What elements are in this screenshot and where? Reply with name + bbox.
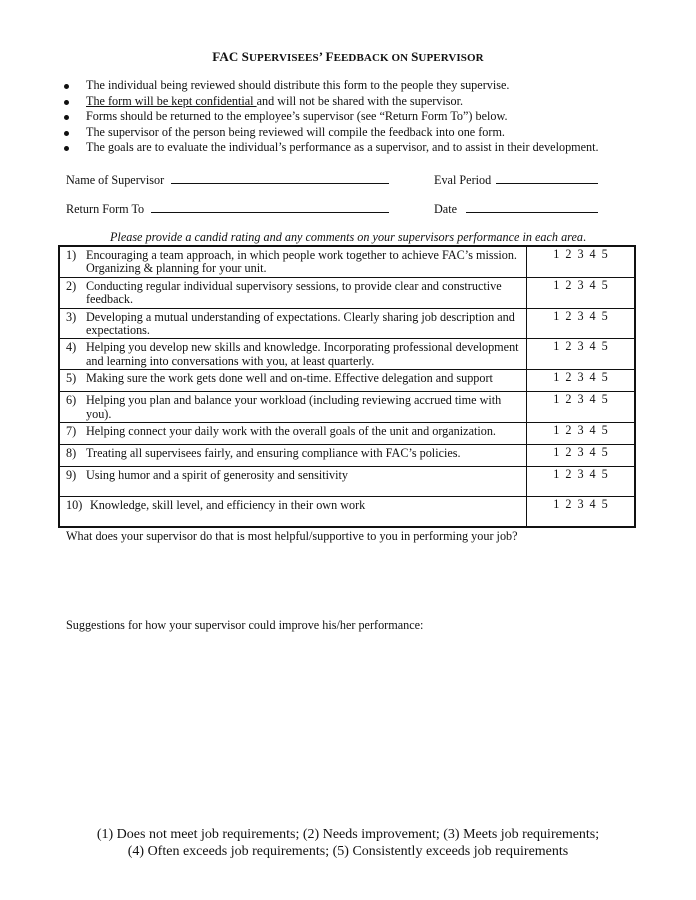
bullet-text: Forms should be returned to the employee’s supervisor (see “Return Form To”) below. xyxy=(86,109,508,124)
rating-option[interactable]: 4 xyxy=(589,497,596,512)
bullet-text-underlined: The form will be kept confidential xyxy=(86,93,257,108)
rating-option[interactable]: 3 xyxy=(577,423,584,438)
rating-option[interactable]: 4 xyxy=(589,339,596,354)
table-row xyxy=(59,308,635,339)
table-row xyxy=(59,467,635,497)
rating-option[interactable]: 4 xyxy=(589,308,596,323)
title-prefix: FAC S xyxy=(212,49,249,64)
rating-option[interactable]: 5 xyxy=(601,392,608,407)
criterion-text: Knowledge, skill level, and efficiency in their own work xyxy=(90,498,366,513)
rating-option[interactable]: 3 xyxy=(577,277,584,292)
rating-scale[interactable] xyxy=(527,370,636,392)
ratings-table xyxy=(58,245,636,528)
criterion-cell xyxy=(59,308,527,339)
rating-option[interactable]: 4 xyxy=(589,423,596,438)
suggestions-question: Suggestions for how your supervisor could improve his/her performance: xyxy=(66,618,424,632)
rating-option[interactable]: 4 xyxy=(589,445,596,460)
criterion-number: 9) xyxy=(66,468,77,483)
criterion-cell xyxy=(59,445,527,467)
criterion-cell xyxy=(59,246,527,277)
table-row xyxy=(59,392,635,423)
rating-option[interactable]: 4 xyxy=(589,247,596,261)
rating-option[interactable]: 2 xyxy=(565,308,572,323)
criterion-cell xyxy=(59,339,527,370)
criterion-number: 6) xyxy=(66,393,77,408)
rating-scale[interactable] xyxy=(527,497,636,527)
rating-option[interactable]: 1 xyxy=(553,247,560,261)
criterion-cell xyxy=(59,370,527,392)
bullet-item xyxy=(60,125,640,141)
table-row xyxy=(59,445,635,467)
criterion-cell xyxy=(59,277,527,308)
rating-instruction-text: Please provide a candid rating and any comments on your supervisors performance in each area xyxy=(109,230,583,244)
rating-option[interactable]: 2 xyxy=(565,392,572,407)
rating-instruction xyxy=(0,230,696,245)
rating-option[interactable]: 3 xyxy=(577,497,584,512)
rating-scale[interactable] xyxy=(527,445,636,467)
bullet-item xyxy=(60,109,640,125)
criterion-text: Conducting regular individual supervisory sessions, to provide clear and constructive feedback. xyxy=(86,278,502,307)
criterion-cell xyxy=(59,392,527,423)
rating-option[interactable]: 5 xyxy=(601,308,608,323)
table-row xyxy=(59,423,635,445)
rating-scale[interactable] xyxy=(527,392,636,423)
rating-option[interactable]: 2 xyxy=(565,445,572,460)
rating-legend-line2: (4) Often exceeds job requirements; (5) Consistently exceeds job requirements xyxy=(127,844,569,859)
rating-option[interactable]: 1 xyxy=(553,339,560,354)
criterion-cell xyxy=(59,467,527,497)
criterion-number: 10) xyxy=(66,498,83,513)
criterion-number: 7) xyxy=(66,424,77,439)
rating-option[interactable]: 2 xyxy=(565,497,572,512)
instructions-list xyxy=(60,78,640,156)
rating-option[interactable]: 1 xyxy=(553,467,560,482)
rating-option[interactable]: 2 xyxy=(565,339,572,354)
name-of-supervisor-line[interactable] xyxy=(171,173,389,184)
return-form-to-line[interactable] xyxy=(151,202,389,213)
table-row xyxy=(59,370,635,392)
rating-scale[interactable] xyxy=(527,308,636,339)
criterion-number: 2) xyxy=(66,278,77,293)
bullet-item xyxy=(60,78,640,94)
title-s: S xyxy=(411,49,419,64)
table-row xyxy=(59,339,635,370)
rating-legend xyxy=(0,826,696,860)
criterion-text: Making sure the work gets done well and on-time. Effective delegation and support xyxy=(86,371,493,386)
criterion-text: Treating all supervisees fairly, and ensuring compliance with FAC’s policies. xyxy=(86,446,461,461)
rating-option[interactable]: 3 xyxy=(577,247,584,261)
rating-option[interactable]: 4 xyxy=(589,277,596,292)
rating-option[interactable]: 1 xyxy=(553,497,560,512)
eval-period-label: Eval Period xyxy=(434,173,492,187)
rating-option[interactable]: 2 xyxy=(565,370,572,385)
rating-scale[interactable] xyxy=(527,277,636,308)
table-row xyxy=(59,246,635,277)
criterion-text: Helping you develop new skills and knowledge. Incorporating professional development and learning into conversations with you, at least quarterly. xyxy=(86,340,519,368)
rating-option[interactable]: 1 xyxy=(553,370,560,385)
rating-scale[interactable] xyxy=(527,423,636,445)
criterion-text: Helping connect your daily work with the overall goals of the unit and organization. xyxy=(86,424,496,439)
rating-option[interactable]: 2 xyxy=(565,247,572,261)
eval-period-field[interactable] xyxy=(434,173,598,188)
criterion-cell xyxy=(59,497,527,527)
page-title xyxy=(0,49,696,65)
rating-option[interactable]: 3 xyxy=(577,308,584,323)
criterion-text: Encouraging a team approach, in which people work together to achieve FAC’s mission. Organizing & planning for your unit. xyxy=(86,248,517,276)
criterion-number: 1) xyxy=(66,248,77,262)
bullet-item xyxy=(60,94,640,110)
bullet-text: The supervisor of the person being reviewed will compile the feedback into one form. xyxy=(86,124,505,139)
rating-option[interactable]: 2 xyxy=(565,423,572,438)
rating-option[interactable]: 1 xyxy=(553,277,560,292)
title-part2: EEDBACK ON xyxy=(333,52,412,64)
rating-option[interactable]: 1 xyxy=(553,445,560,460)
rating-option[interactable]: 2 xyxy=(565,467,572,482)
date-line[interactable] xyxy=(466,202,598,213)
bullet-text: The individual being reviewed should distribute this form to the people they supervise. xyxy=(86,78,510,92)
rating-option[interactable]: 4 xyxy=(589,467,596,482)
rating-option[interactable]: 1 xyxy=(553,423,560,438)
rating-option[interactable]: 4 xyxy=(589,392,596,407)
date-field[interactable] xyxy=(434,202,598,217)
rating-option[interactable]: 1 xyxy=(553,308,560,323)
bullet-text: The goals are to evaluate the individual’s performance as a supervisor, and to assist in their development. xyxy=(86,140,599,155)
title-apostrophe: ’ F xyxy=(318,49,334,64)
rating-scale[interactable] xyxy=(527,467,636,497)
rating-option[interactable]: 3 xyxy=(577,445,584,460)
return-form-to-label: Return Form To xyxy=(66,202,145,216)
rating-option[interactable]: 5 xyxy=(601,467,608,482)
rating-option[interactable]: 5 xyxy=(601,339,608,354)
criterion-number: 3) xyxy=(66,309,77,324)
title-part1: UPERVISEES xyxy=(249,52,319,64)
helpful-question: What does your supervisor do that is most helpful/supportive to you in performing your job? xyxy=(66,529,518,543)
criterion-cell xyxy=(59,423,527,445)
rating-option[interactable]: 4 xyxy=(589,370,596,385)
rating-option[interactable]: 5 xyxy=(601,277,608,292)
criterion-text: Developing a mutual understanding of expectations. Clearly sharing job description and expectations. xyxy=(86,309,515,338)
rating-option[interactable]: 3 xyxy=(577,467,584,482)
rating-option[interactable]: 3 xyxy=(577,370,584,385)
criterion-number: 8) xyxy=(66,446,77,461)
rating-option[interactable]: 3 xyxy=(577,339,584,354)
rating-scale[interactable] xyxy=(527,339,636,370)
name-of-supervisor-label: Name of Supervisor xyxy=(66,173,165,187)
rating-option[interactable]: 1 xyxy=(553,392,560,407)
date-label: Date xyxy=(434,202,458,216)
criterion-number: 5) xyxy=(66,371,77,386)
table-row xyxy=(59,277,635,308)
bullet-text: and will not be shared with the supervisor. xyxy=(256,93,464,108)
criterion-text: Using humor and a spirit of generosity and sensitivity xyxy=(86,468,348,483)
rating-legend-line1: (1) Does not meet job requirements; (2) Needs improvement; (3) Meets job requirements; xyxy=(96,827,600,842)
rating-scale[interactable] xyxy=(527,246,636,277)
rating-option[interactable]: 5 xyxy=(601,247,608,261)
rating-instruction-period: . xyxy=(582,230,587,244)
rating-option[interactable]: 5 xyxy=(601,497,608,512)
title-part3: UPERVISOR xyxy=(418,52,484,64)
table-row xyxy=(59,497,635,527)
criterion-number: 4) xyxy=(66,340,77,355)
return-form-to-field[interactable] xyxy=(66,202,389,217)
rating-option[interactable]: 5 xyxy=(601,423,608,438)
criterion-text: Helping you plan and balance your workload (including reviewing accrued time with you). xyxy=(86,393,502,421)
rating-option[interactable]: 5 xyxy=(601,370,608,385)
rating-option[interactable]: 2 xyxy=(565,277,572,292)
rating-option[interactable]: 5 xyxy=(601,445,608,460)
eval-period-line[interactable] xyxy=(496,173,598,184)
name-of-supervisor-field[interactable] xyxy=(66,173,389,188)
rating-option[interactable]: 3 xyxy=(577,392,584,407)
bullet-item xyxy=(60,140,640,156)
